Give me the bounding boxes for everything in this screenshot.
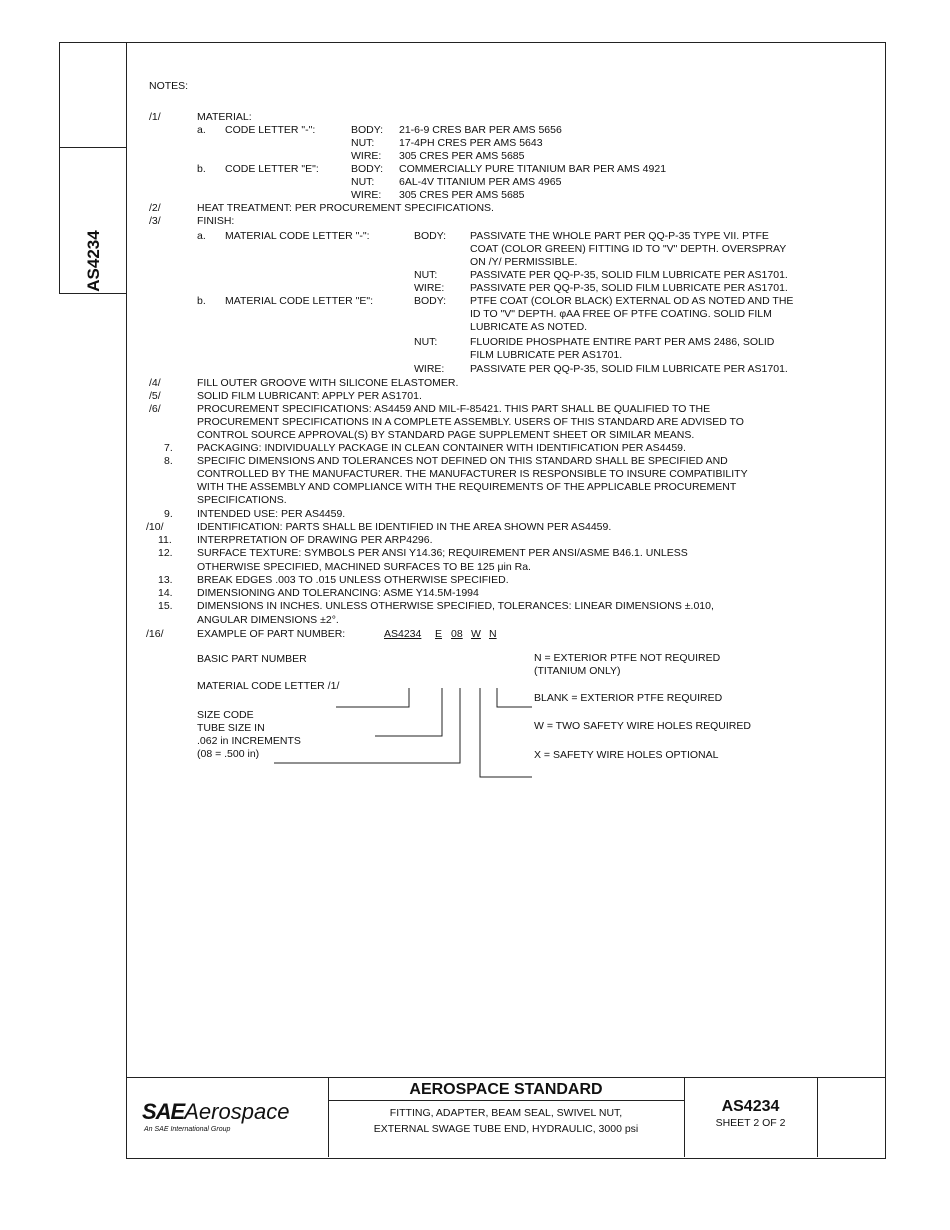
note-14-number: 14. (158, 587, 173, 599)
logo-tagline: An SAE International Group (144, 1126, 231, 1133)
note-1b-body: COMMERCIALLY PURE TITANIUM BAR PER AMS 4921 (399, 163, 667, 175)
logo-aerospace-text: Aerospace (184, 1099, 290, 1124)
note-12-number: 12. (158, 547, 173, 559)
note-1b-body-label: BODY: (351, 163, 384, 175)
logo-sae-text: SAE (142, 1099, 185, 1124)
pn-wire: W (471, 628, 481, 640)
note-10-text: IDENTIFICATION: PARTS SHALL BE IDENTIFIED IN THE AREA SHOWN PER AS4459. (197, 521, 612, 533)
label-blank-required: BLANK = EXTERIOR PTFE REQUIRED (534, 692, 723, 704)
label-x-optional: X = SAFETY WIRE HOLES OPTIONAL (534, 749, 719, 761)
note-1a-code: CODE LETTER "-": (225, 124, 316, 136)
title-block-divider (328, 1100, 684, 1101)
label-w-two-holes: W = TWO SAFETY WIRE HOLES REQUIRED (534, 720, 751, 732)
note-1a-wire: 305 CRES PER AMS 5685 (399, 150, 525, 162)
note-15-number: 15. (158, 600, 173, 612)
leader-size (274, 688, 460, 763)
note-3b-body-label: BODY: (414, 295, 447, 307)
title-block (126, 1077, 886, 1159)
leader-n (497, 688, 532, 707)
note-3a-body-line2: COAT (COLOR GREEN) FITTING ID TO "V" DEPTH. OVERSPRAY (470, 243, 787, 255)
note-3b-letter: b. (197, 295, 206, 307)
note-1b-wire-label: WIRE: (351, 189, 382, 201)
note-3b-body-line1: PTFE COAT (COLOR BLACK) EXTERNAL OD AS NOTED AND THE (470, 295, 794, 307)
note-12-line1: SURFACE TEXTURE: SYMBOLS PER ANSI Y14.36; REQUIREMENT PER ANSI/ASME B46.1. UNLESS (197, 547, 688, 559)
note-13-text: BREAK EDGES .003 TO .015 UNLESS OTHERWISE SPECIFIED. (197, 574, 509, 586)
note-3b-wire: PASSIVATE PER QQ-P-35, SOLID FILM LUBRICATE PER AS1701. (470, 363, 788, 375)
description-line1: FITTING, ADAPTER, BEAM SEAL, SWIVEL NUT, (389, 1107, 623, 1119)
note-2-number: /2/ (149, 202, 161, 214)
note-6-line1: PROCUREMENT SPECIFICATIONS: AS4459 AND MIL-F-85421. THIS PART SHALL BE QUALIFIED TO THE (197, 403, 711, 415)
note-3a-body-label: BODY: (414, 230, 447, 242)
note-4-number: /4/ (149, 377, 161, 389)
note-3b-code: MATERIAL CODE LETTER "E": (225, 295, 374, 307)
note-3b-nut-line2: FILM LUBRICATE PER AS1701. (470, 349, 623, 361)
pn-material: E (435, 628, 443, 640)
note-10-number: /10/ (146, 521, 164, 533)
note-3a-body-line3: ON /Y/ PERMISSIBLE. (470, 256, 578, 268)
label-increments: .062 in INCREMENTS (197, 735, 301, 747)
note-8-line3: WITH THE ASSEMBLY AND COMPLIANCE WITH THE REQUIREMENTS OF THE APPLICABLE PROCUREMENT (197, 481, 737, 493)
note-3a-wire-label: WIRE: (414, 282, 445, 294)
note-3-number: /3/ (149, 215, 161, 227)
note-1a-body: 21-6-9 CRES BAR PER AMS 5656 (399, 124, 562, 136)
note-7-text: PACKAGING: INDIVIDUALLY PACKAGE IN CLEAN CONTAINER WITH IDENTIFICATION PER AS4459. (197, 442, 686, 454)
note-6-line2: PROCUREMENT SPECIFICATIONS IN A COMPLETE ASSEMBLY. USERS OF THIS STANDARD ARE ADVISED TO (197, 416, 744, 428)
label-basic-part-number: BASIC PART NUMBER (197, 653, 307, 665)
note-1-number: /1/ (149, 111, 161, 123)
note-15-line2: ANGULAR DIMENSIONS ±2°. (197, 614, 339, 626)
note-1a-body-label: BODY: (351, 124, 384, 136)
note-3b-wire-label: WIRE: (414, 363, 445, 375)
note-1a-nut: 17-4PH CRES PER AMS 5643 (399, 137, 543, 149)
note-3a-wire: PASSIVATE PER QQ-P-35, SOLID FILM LUBRICATE PER AS1701. (470, 282, 788, 294)
doc-number: AS4234 (721, 1098, 780, 1115)
note-1b-nut-label: NUT: (351, 176, 375, 188)
label-titanium-only: (TITANIUM ONLY) (534, 665, 621, 677)
note-1a-wire-label: WIRE: (351, 150, 382, 162)
note-8-line4: SPECIFICATIONS. (197, 494, 287, 506)
note-8-number: 8. (164, 455, 173, 467)
note-3a-body-line1: PASSIVATE THE WHOLE PART PER QQ-P-35 TYPE VII. PTFE (470, 230, 769, 242)
note-3a-nut: PASSIVATE PER QQ-P-35, SOLID FILM LUBRICATE PER AS1701. (470, 269, 788, 281)
note-3a-letter: a. (197, 230, 206, 242)
label-tube-size: TUBE SIZE IN (197, 722, 265, 734)
note-14-text: DIMENSIONING AND TOLERANCING: ASME Y14.5M-1994 (197, 587, 479, 599)
note-1b-letter: b. (197, 163, 206, 175)
note-1a-letter: a. (197, 124, 206, 136)
note-11-number: 11. (158, 534, 172, 546)
label-size-code: SIZE CODE (197, 709, 254, 721)
pn-base: AS4234 (384, 628, 422, 640)
description-line2: EXTERNAL SWAGE TUBE END, HYDRAULIC, 3000 psi (373, 1123, 639, 1135)
note-1b-wire: 305 CRES PER AMS 5685 (399, 189, 525, 201)
note-13-number: 13. (158, 574, 173, 586)
notes-heading: NOTES: (149, 80, 189, 92)
standard-title: AEROSPACE STANDARD (409, 1081, 603, 1098)
note-3b-nut-line1: FLUORIDE PHOSPHATE ENTIRE PART PER AMS 2486, SOLID (470, 336, 775, 348)
pn-ptfe: N (489, 628, 497, 640)
leader-w (480, 688, 532, 777)
note-3b-nut-label: NUT: (414, 336, 438, 348)
label-n-not-required: N = EXTERIOR PTFE NOT REQUIRED (534, 652, 721, 664)
pn-size: 08 (451, 628, 463, 640)
note-4-text: FILL OUTER GROOVE WITH SILICONE ELASTOMER. (197, 377, 459, 389)
note-11-text: INTERPRETATION OF DRAWING PER ARP4296. (197, 534, 433, 546)
note-3b-body-line3: LUBRICATE AS NOTED. (470, 321, 588, 333)
title-block-blank-cell (817, 1077, 886, 1157)
label-size-example: (08 = .500 in) (197, 748, 260, 760)
note-3b-body-line2: ID TO "V" DEPTH. φAA FREE OF PTFE COATING. SOLID FILM (470, 308, 772, 320)
note-1a-nut-label: NUT: (351, 137, 375, 149)
note-8-line1: SPECIFIC DIMENSIONS AND TOLERANCES NOT DEFINED ON THIS STANDARD SHALL BE SPECIFIED AND (197, 455, 728, 467)
sheet-number: SHEET 2 OF 2 (715, 1117, 786, 1129)
note-16-number: /16/ (146, 628, 164, 640)
note-2-text: HEAT TREATMENT: PER PROCUREMENT SPECIFICATIONS. (197, 202, 494, 214)
note-3a-nut-label: NUT: (414, 269, 438, 281)
note-6-number: /6/ (149, 403, 161, 415)
note-9-text: INTENDED USE: PER AS4459. (197, 508, 346, 520)
note-1b-nut: 6AL-4V TITANIUM PER AMS 4965 (399, 176, 562, 188)
side-doc-number: AS4234 (84, 230, 103, 292)
leader-basic (336, 688, 409, 707)
note-1-title: MATERIAL: (197, 111, 252, 123)
note-8-line2: CONTROLLED BY THE MANUFACTURER. THE MANUFACTURER IS RESPONSIBLE TO INSURE COMPATIBILITY (197, 468, 748, 480)
note-15-line1: DIMENSIONS IN INCHES. UNLESS OTHERWISE SPECIFIED, TOLERANCES: LINEAR DIMENSIONS ±.010, (197, 600, 714, 612)
note-12-line2: OTHERWISE SPECIFIED, MACHINED SURFACES TO BE 125 μin Ra. (197, 561, 531, 573)
note-5-text: SOLID FILM LUBRICANT: APPLY PER AS1701. (197, 390, 422, 402)
note-9-number: 9. (164, 508, 173, 520)
note-3-title: FINISH: (197, 215, 235, 227)
note-16-text: EXAMPLE OF PART NUMBER: (197, 628, 346, 640)
note-7-number: 7. (164, 442, 173, 454)
sae-logo (142, 1099, 289, 1125)
label-material-code: MATERIAL CODE LETTER /1/ (197, 680, 340, 692)
note-6-line3: CONTROL SOURCE APPROVAL(S) BY STANDARD PAGE SUPPLEMENT SHEET OR SIMILAR MEANS. (197, 429, 695, 441)
note-3a-code: MATERIAL CODE LETTER "-": (225, 230, 370, 242)
note-5-number: /5/ (149, 390, 161, 402)
note-1b-code: CODE LETTER "E": (225, 163, 319, 175)
